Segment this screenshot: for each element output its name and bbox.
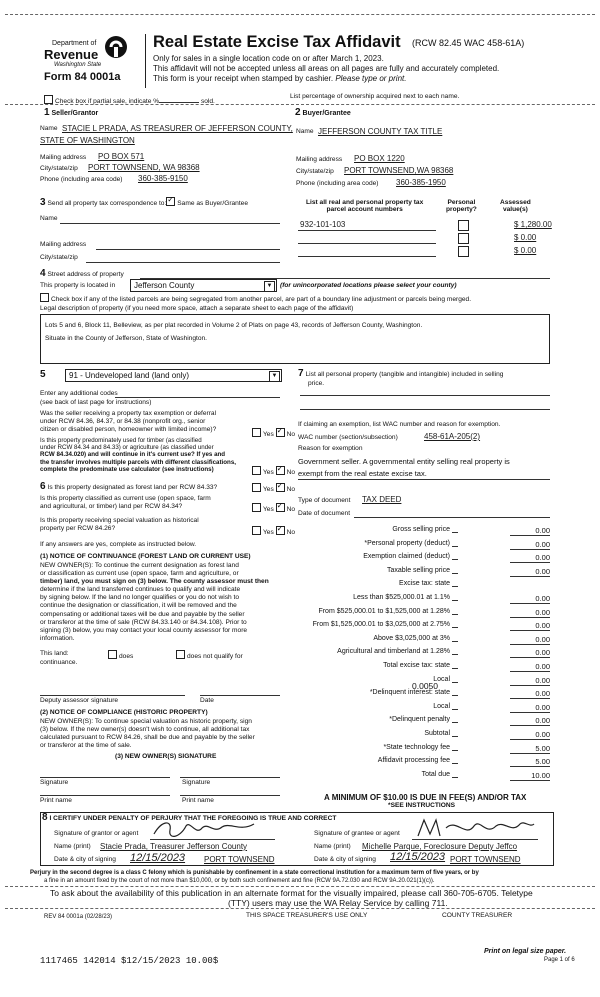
reason-line — [298, 479, 550, 480]
unincorporated-note: (for unincorporated locations please select your county) — [280, 282, 457, 289]
grantor-date-label: Date & city of signing — [54, 856, 116, 863]
corr-name-label: Name — [40, 215, 58, 222]
land-use-dropdown[interactable]: 91 - Undeveloped land (land only) ▼ — [65, 369, 282, 382]
county-dropdown[interactable]: Jefferson County ▼ — [130, 279, 277, 292]
grantee-city[interactable]: PORT TOWNSEND — [450, 855, 521, 864]
calc-value[interactable]: 0.00 — [510, 635, 550, 645]
seller-city-label: City/state/zip — [40, 165, 78, 172]
grantee-sig-line — [412, 839, 538, 840]
reason-label: Reason for exemption — [298, 445, 363, 452]
same-as-buyer-checkbox[interactable] — [166, 197, 175, 206]
calc-leader — [452, 627, 458, 628]
header-note1: Only for sales in a single location code on or after March 1, 2023. — [153, 54, 384, 63]
perjury-line-2: a fine in an amount fixed by the court of not more than $10,000, or by both such confinement and fine (RCW 9A.72.030 and RCW 9A.20.021(1)(c)). — [44, 878, 435, 884]
calc-leader — [452, 614, 458, 615]
calc-value[interactable]: 0.00 — [510, 540, 550, 550]
parcel-header-3: Assessed value(s) — [500, 199, 531, 213]
calc-leader — [452, 750, 458, 751]
grantee-name-label: Name (print) — [314, 843, 351, 850]
calc-leader — [452, 586, 458, 587]
assessed-value-3[interactable]: $ 0.00 — [514, 246, 537, 255]
grantor-name-label: Name (print) — [54, 843, 91, 850]
calc-leader — [452, 736, 458, 737]
grantor-sig-label: Signature of grantor or agent — [54, 830, 139, 837]
parcel-line-3 — [298, 256, 436, 257]
personal-prop-checkbox-2[interactable] — [458, 233, 471, 245]
doc-date-label: Date of document — [298, 510, 351, 517]
calc-leader — [452, 600, 458, 601]
buyer-mail[interactable]: PO BOX 1220 — [354, 154, 405, 163]
buyer-name-label: Name — [296, 128, 314, 135]
grantee-date-label: Date & city of signing — [314, 856, 376, 863]
county-treasurer: COUNTY TREASURER — [442, 912, 513, 919]
calc-label: Taxable selling price — [386, 566, 450, 574]
buyer-phone[interactable]: 360-385-1950 — [396, 178, 446, 187]
located-label: This property is located in — [40, 282, 116, 289]
calc-value[interactable]: 0.00 — [510, 730, 550, 740]
perjury-line-1: Perjury in the second degree is a class C felony which is punishable by confinement in a state correctional institution for a maximum term of five years, or by — [30, 870, 479, 876]
top-cut-line — [5, 14, 595, 15]
buyer-name[interactable]: JEFFERSON COUNTY TAX TITLE — [318, 127, 443, 136]
calc-leader — [452, 709, 458, 710]
deputy-sig-label: Deputy assessor signature — [40, 697, 119, 704]
calc-label: Subtotal — [424, 730, 450, 737]
owner-sig-label-2: Signature — [182, 779, 211, 786]
calc-leader — [452, 777, 458, 778]
personal-prop-checkbox-3[interactable] — [458, 246, 471, 258]
grantor-sig-line — [150, 839, 275, 840]
calc-leader — [452, 668, 458, 669]
assessed-value-1[interactable]: $ 1,280.00 — [514, 220, 552, 229]
timber-yes-no: Yes ✓ No — [252, 466, 295, 476]
buyer-phone-label: Phone (including area code) — [296, 180, 379, 187]
historic-no-checkbox[interactable] — [276, 526, 285, 535]
treasurer-use: THIS SPACE TREASURER'S USE ONLY — [246, 912, 368, 919]
ownership-note: List percentage of ownership acquired next to each name. — [290, 93, 460, 100]
grantee-sig-label: Signature of grantee or agent — [314, 830, 400, 837]
alt-format-1: To ask about the availability of this publication in an alternate format for the visually impaired, please call 360-705-6705. Teletype — [50, 888, 533, 898]
legal-label: Legal description of property (if you need more space, attach a separate sheet to each page of the affidavit) — [40, 305, 354, 312]
deputy-date-label: Date — [200, 697, 214, 704]
buyer-mail-label: Mailing address — [296, 156, 343, 163]
seller-city[interactable]: PORT TOWNSEND, WA 98368 — [88, 163, 200, 172]
rev-number: REV 84 0001a (02/28/23) — [44, 914, 113, 920]
timber-yes-checkbox[interactable] — [252, 466, 261, 475]
doc-type-label: Type of document — [298, 497, 351, 504]
timber-question: Is this property predominately used for timber (as classified under RCW 84.34 and 84.33) or agriculture (as classified under RCW 84.34.020) and will continue in it's current use? If yes and the transfer involves multiple parcels with different classifications, complete the predominate use calculator (see instructions) — [40, 437, 236, 473]
seller-phone[interactable]: 360-385-9150 — [138, 174, 188, 183]
corr-mail-line — [96, 249, 280, 250]
exemption-question: Was the seller receiving a property tax exemption or deferral under RCW 84.36, 84.37, or 84.38 (nonprofit org., senior citizen or disabled person, homeowner with limited income)? — [40, 410, 217, 433]
calc-leader — [452, 722, 458, 723]
header-note3: This form is your receipt when stamped by cashier. Please type or print. — [153, 74, 407, 83]
cut-line-3 — [5, 886, 595, 887]
calc-label: Gross selling price — [392, 526, 450, 533]
codes-note: (see back of last page for instructions) — [40, 399, 152, 406]
minimum-note: A MINIMUM OF $10.00 IS DUE IN FEE(S) AND/OR TAX — [324, 793, 527, 802]
owner-print-label-1: Print name — [40, 797, 72, 804]
corr-city-line — [86, 262, 280, 263]
dor-logo-icon — [104, 34, 128, 60]
personal-property-note: 7 List all personal property (tangible and intangible) included in selling price. — [298, 368, 504, 387]
timber-no-checkbox[interactable] — [276, 466, 285, 475]
calc-value[interactable]: 0.00 — [510, 689, 550, 699]
corr-mail-label: Mailing address — [40, 241, 87, 248]
parcel-line-1 — [298, 230, 436, 231]
calc-label: *State technology fee — [383, 743, 450, 751]
exemption-yes-no: Yes ✓ No — [252, 428, 295, 438]
codes-line — [115, 397, 280, 398]
section5-number: 5 — [40, 369, 46, 380]
chevron-down-icon[interactable]: ▼ — [269, 371, 280, 382]
seller-mail[interactable]: PO BOX 571 — [98, 152, 145, 161]
form-number: Form 84 0001a — [44, 71, 121, 83]
page-number: Page 1 of 6 — [544, 957, 575, 963]
calc-value[interactable]: 0.00 — [510, 648, 550, 658]
correspondence-row: 3 Send all property tax correspondence to:✓ Same as Buyer/Grantee — [40, 197, 248, 208]
calc-value[interactable]: 5.00 — [510, 757, 550, 767]
legal-line-2: Situate in the County of Jefferson, State of Washington. — [45, 335, 208, 342]
calc-leader — [452, 532, 458, 533]
certify-heading: 8 I CERTIFY UNDER PENALTY OF PERJURY THAT THE FOREGOING IS TRUE AND CORRECT — [42, 812, 337, 823]
segregated-checkbox[interactable] — [40, 293, 49, 302]
calc-label: Local — [433, 702, 450, 710]
if-yes-note: If any answers are yes, complete as instructed below. — [40, 541, 197, 548]
seller-name-1[interactable]: STACIE L PRADA, AS TREASURER OF JEFFERSON COUNTY, — [62, 124, 293, 133]
grantor-city[interactable]: PORT TOWNSEND — [204, 855, 275, 864]
calc-label: Affidavit processing fee — [377, 757, 450, 765]
current-use-yes-no: Yes ✓ No — [252, 503, 295, 513]
reason-line-2[interactable]: exempt from the real estate excise tax. — [298, 469, 427, 478]
calc-label: Exemption claimed (deduct) — [363, 553, 450, 561]
owner-sig-line-2 — [180, 777, 280, 778]
calc-leader — [452, 695, 458, 696]
this-land-label: This land: — [40, 650, 69, 657]
segregated-row: Check box if any of the listed parcels are being segregated from another parcel, are part of a boundary line adjustment or parcels being merged. — [40, 293, 471, 303]
owner-print-label-2: Print name — [182, 797, 214, 804]
owner-sig-label-1: Signature — [40, 779, 69, 786]
exemption-yes-checkbox[interactable] — [252, 428, 261, 437]
calc-leader — [452, 763, 458, 764]
buyer-city[interactable]: PORT TOWNSEND,WA 98368 — [344, 166, 454, 175]
historic-yes-no: Yes ✓ No — [252, 526, 295, 536]
grantor-name[interactable]: Stacie Prada, Treasurer Jefferson County — [100, 842, 248, 851]
calc-label: Excise tax: state — [399, 580, 450, 588]
buyer-heading: 2 Buyer/Grantee — [295, 107, 351, 118]
notice1-body: NEW OWNER(S): To continue the current designation as forest land or classification as current use (open space, farm and agriculture, or timber) land, you must sign on (3) below. The county assessor must then determine if the land transferred continues to qualify and will indicate by signing below. If the land no longer qualifies or you do not wish to continue the designation or classification, it will be removed and the compensating or additional taxes will be due and payable by the seller or transferor at the time of sale (RCW 84.33.140 or 84.34.108). Prior to signing (3) below, you may contact your local county assessor for more information. — [40, 562, 269, 642]
calc-leader — [452, 546, 458, 547]
header-note2: This affidavit will not be accepted unless all areas on all pages are fully and accurately completed. — [153, 64, 500, 73]
personal-property-line-1 — [300, 395, 550, 396]
grantee-date[interactable]: 12/15/2023 — [390, 851, 446, 863]
calc-label: *Personal property (deduct) — [364, 539, 450, 547]
personal-property-line-2 — [300, 409, 550, 410]
alt-format-2: (TTY) users may use the WA Relay Service by calling 711. — [228, 898, 448, 908]
wac-label: WAC number (section/subsection) — [298, 434, 398, 441]
doc-type[interactable]: TAX DEED — [362, 495, 402, 504]
calc-value[interactable]: 0.00 — [510, 676, 550, 686]
seller-mail-label: Mailing address — [40, 154, 87, 161]
calc-leader — [452, 559, 458, 560]
notice2-body: NEW OWNER(S): To continue special valuation as historic property, sign (3) below. If the new owner(s) doesn't wish to continue, all additional tax calculated pursuant to RCW 84.26, shall be due and payable by the seller or transferor at the time of sale. — [40, 718, 255, 750]
exemption-no-checkbox[interactable] — [276, 428, 285, 437]
legal-line-1: Lots 5 and 6, Block 11, Belleview, as per plat recorded in Volume 2 of Plats on page 43, records of Jefferson County, Washington. — [45, 322, 423, 329]
partial-sale-checkbox[interactable] — [44, 95, 53, 104]
calc-value[interactable]: 0.00 — [510, 567, 550, 577]
receipt-stamp: 1117465 142014 $12/15/2023 10.00$ — [40, 956, 219, 966]
partial-sale-row: Check box if partial sale, indicate % sold. — [44, 95, 215, 105]
parcel-header-2: Personal property? — [446, 199, 477, 213]
reason-line-1[interactable]: Government seller. A governmental entity selling real property is — [298, 457, 510, 466]
calc-value[interactable]: 0.00 — [510, 553, 550, 563]
chevron-down-icon[interactable]: ▼ — [264, 281, 275, 292]
grantor-signature[interactable] — [150, 818, 260, 840]
calc-label: From $525,000.01 to $1,525,000 at 1.28% — [318, 607, 450, 615]
calc-label: *Delinquent interest: state — [369, 689, 450, 697]
corr-city-label: City/state/zip — [40, 254, 78, 261]
historic-question: Is this property receiving special valuation as historical property per RCW 84.26? — [40, 517, 199, 532]
calc-value[interactable]: 0.00 — [510, 716, 550, 726]
does-checkbox[interactable] — [108, 650, 117, 659]
historic-yes-checkbox[interactable] — [252, 526, 261, 535]
wac-number[interactable]: 458-61A-205(2) — [424, 432, 481, 441]
current-use-question: Is this property classified as current use (open space, farm and agricultural, or timber) land per RCW 84.34? — [40, 495, 211, 510]
street-address-row: 4 Street address of property — [40, 268, 124, 279]
calc-value[interactable]: 0.00 — [510, 594, 550, 604]
calc-leader — [452, 682, 458, 683]
dept-line3: Washington State — [54, 62, 102, 68]
notice2-title: (2) NOTICE OF COMPLIANCE (HISTORIC PROPERTY) — [40, 709, 208, 716]
calc-value[interactable]: 0.00 — [510, 662, 550, 672]
parcel-number[interactable]: 932-101-103 — [300, 220, 346, 229]
calc-leader — [452, 573, 458, 574]
continuance-label: continuance. — [40, 659, 78, 666]
calc-label: From $1,525,000.01 to $3,025,000 at 2.75% — [312, 621, 450, 629]
seller-name-label: Name — [40, 125, 58, 132]
new-owner-sig-heading: (3) NEW OWNER(S) SIGNATURE — [115, 753, 217, 760]
grantor-date[interactable]: 12/15/2023 — [130, 852, 186, 864]
seller-phone-label: Phone (including area code) — [40, 176, 123, 183]
owner-print-line-2 — [180, 795, 280, 796]
grantee-signature[interactable] — [416, 816, 536, 840]
personal-prop-checkbox-1[interactable] — [458, 220, 471, 232]
does-not-checkbox[interactable] — [176, 650, 185, 659]
cut-line-4 — [5, 908, 595, 909]
assessed-value-2[interactable]: $ 0.00 — [514, 233, 537, 242]
does-not-option: does not qualify for — [176, 650, 243, 660]
legal-paper-note: Print on legal size paper. — [484, 948, 567, 955]
owner-sig-line-1 — [40, 777, 170, 778]
forest-yes-no: Yes ✓ No — [252, 483, 295, 493]
corr-name-line — [60, 223, 280, 224]
calc-value[interactable]: 0.00 — [510, 608, 550, 618]
calc-label: Less than $525,000.01 at 1.1% — [353, 594, 450, 601]
forest-no-checkbox[interactable] — [276, 483, 285, 492]
forest-question: 6 Is this property designated as forest land per RCW 84.33? — [40, 481, 218, 492]
form-title: Real Estate Excise Tax Affidavit — [153, 33, 401, 51]
parcel-line-2 — [298, 243, 436, 244]
doc-date-line — [354, 517, 550, 518]
calc-label: Local — [433, 675, 450, 683]
header-divider — [145, 34, 146, 88]
seller-name-2[interactable]: STATE OF WASHINGTON — [40, 136, 135, 145]
calc-leader — [452, 654, 458, 655]
calc-label: Above $3,025,000 at 3% — [373, 634, 450, 642]
forest-yes-checkbox[interactable] — [252, 483, 261, 492]
form-rcw: (RCW 82.45 WAC 458-61A) — [412, 38, 525, 48]
calc-value[interactable]: 0.00 — [510, 526, 550, 536]
calc-label: Total due — [421, 770, 450, 778]
buyer-city-label: City/state/zip — [296, 168, 334, 175]
calc-label: Total excise tax: state — [383, 662, 450, 669]
parcel-header-1: List all real and personal property tax parcel account numbers — [306, 199, 424, 213]
calc-value[interactable]: 0.00 — [510, 621, 550, 631]
seller-heading: 1 Seller/Grantor — [44, 107, 99, 118]
calc-value[interactable]: 5.00 — [510, 744, 550, 754]
deputy-date-line — [200, 695, 280, 696]
exemption-claim-note: If claiming an exemption, list WAC number and reason for exemption. — [298, 421, 501, 428]
calc-label: *Delinquent penalty — [389, 716, 450, 724]
dept-line1: Department of — [52, 40, 97, 47]
notice1-title: (1) NOTICE OF CONTINUANCE (FOREST LAND OR CURRENT USE) — [40, 553, 251, 560]
does-option: does — [108, 650, 133, 660]
dept-line2: Revenue — [44, 47, 99, 62]
calc-value[interactable]: 0.00 — [510, 703, 550, 713]
owner-print-line-1 — [40, 795, 170, 796]
calc-value[interactable]: 10.00 — [510, 771, 550, 781]
grantee-name[interactable]: Michelle Parque, Foreclosure Deputy Jeffco — [362, 842, 518, 851]
current-use-yes-checkbox[interactable] — [252, 503, 261, 512]
local-rate: 0.0050 — [412, 681, 438, 691]
deputy-sig-line — [40, 695, 185, 696]
codes-label: Enter any additional codes — [40, 390, 118, 397]
calc-leader — [452, 641, 458, 642]
current-use-no-checkbox[interactable] — [276, 503, 285, 512]
calc-label: Agricultural and timberland at 1.28% — [337, 648, 450, 656]
see-instructions: *SEE INSTRUCTIONS — [388, 802, 456, 809]
